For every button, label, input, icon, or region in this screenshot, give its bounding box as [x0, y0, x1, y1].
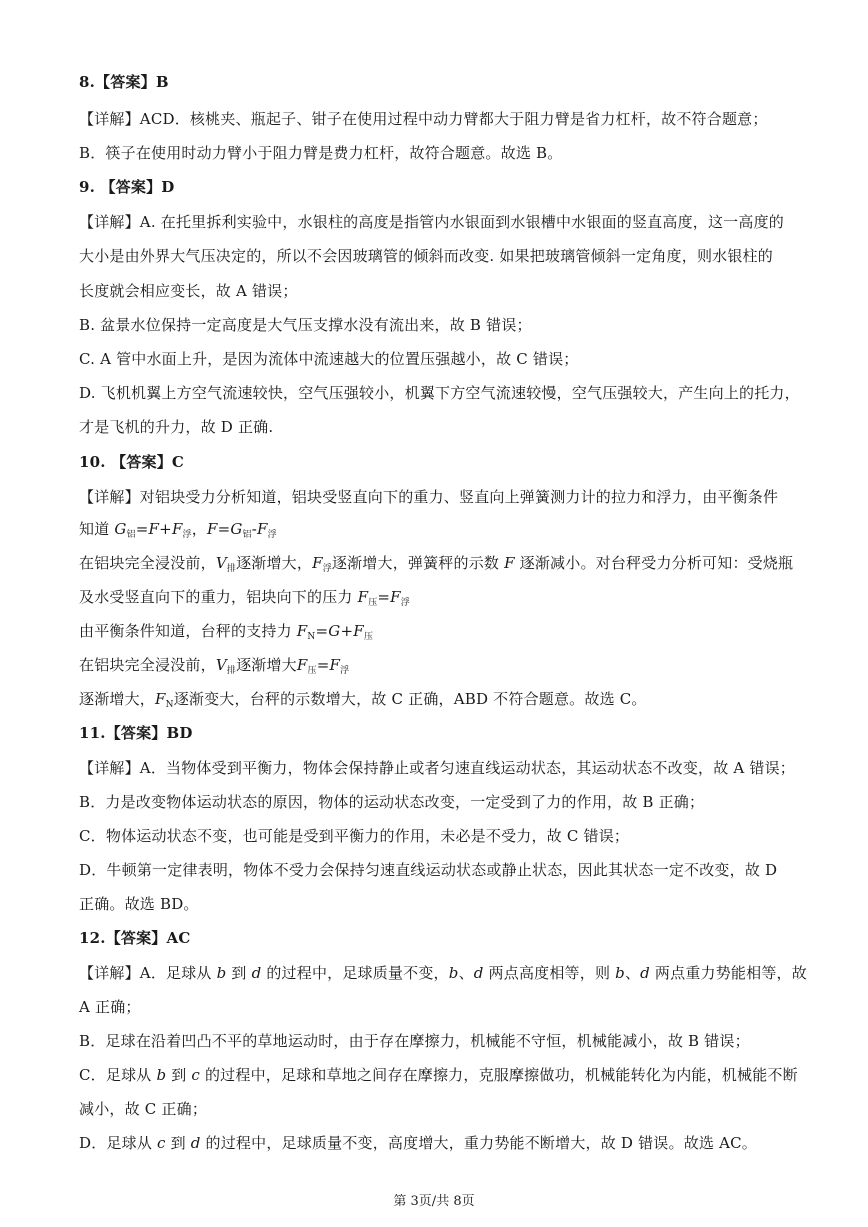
q11-line-4: D．牛顿第一定律表明，物体不受力会保持匀速直线运动状态或静止状态，因此其状态一定不改变，故 D — [79, 861, 778, 879]
q9-line-4: B. 盆景水位保持一定高度是大气压支撑水没有流出来，故 B 错误； — [79, 316, 532, 334]
q10-line-3: 在铝块完全浸没前，$V_排$逐渐增大，$F_浮$逐渐增大，弹簧秤的示数 F 逐渐减小。对台秤受力分析可知：受烧瓶 — [79, 554, 794, 574]
q10-line-7: 逐渐增大，$F_N$逐渐变大，台秤的示数增大，故 C 正确，ABD 不符合题意。故选 C。 — [79, 690, 647, 710]
q10-line-4: 及水受竖直向下的重力，铝块向下的压力 $F_压=F_浮$ — [79, 588, 410, 608]
page-footer: 第 3页/共 8页 — [393, 1194, 475, 1209]
q12-line-1: 【详解】A．足球从 b 到 d 的过程中，足球质量不变，b、d 两点高度相等，则 b、d 两点重力势能相等，故 — [79, 964, 807, 982]
q9-line-6: D. 飞机机翼上方空气流速较快，空气压强较小，机翼下方空气流速较慢，空气压强较大，产生向上的托力， — [79, 384, 800, 402]
q9-line-5: C. A 管中水面上升，是因为流体中流速越大的位置压强越小，故 C 错误； — [79, 350, 579, 368]
q11-line-2: B．力是改变物体运动状态的原因，物体的运动状态改变，一定受到了力的作用，故 B 正确； — [79, 793, 705, 811]
q11-line-5: 正确。故选 BD。 — [79, 895, 199, 913]
q9-heading: 9. 【答案】D — [79, 178, 175, 196]
q12-line-4: C．足球从 b 到 c 的过程中，足球和草地之间存在摩擦力，克服摩擦做功，机械能转化为内能，机械能不断 — [79, 1066, 798, 1084]
q12-heading: 12.【答案】AC — [79, 929, 191, 947]
q10-heading: 10. 【答案】C — [79, 453, 185, 471]
q12-line-5: 减小，故 C 正确； — [79, 1100, 208, 1118]
q8-line-2: B．筷子在使用时动力臂小于阻力臂是费力杠杆，故符合题意。故选 B。 — [79, 144, 563, 162]
q9-line-7: 才是飞机的升力，故 D 正确. — [79, 418, 274, 436]
q10-line-5: 由平衡条件知道，台秤的支持力 $F_N=G+F_压$ — [79, 622, 374, 642]
q9-line-3: 长度就会相应变长，故 A 错误； — [79, 282, 298, 300]
q9-line-2: 大小是由外界大气压决定的，所以不会因玻璃管的倾斜而改变. 如果把玻璃管倾斜一定角度，则水银柱的 — [79, 247, 773, 265]
q10-line-2: 知道 $G_铝=F+F_浮$，$F=G_铝-F_浮$ — [79, 520, 277, 540]
q8-heading: 8.【答案】B — [79, 73, 169, 91]
q8-line-1: 【详解】ACD．核桃夹、瓶起子、钳子在使用过程中动力臂都大于阻力臂是省力杠杆，故不符合题意； — [79, 110, 768, 128]
q9-line-1: 【详解】A. 在托里拆利实验中，水银柱的高度是指管内水银面到水银槽中水银面的竖直高度，这一高度的 — [79, 213, 784, 231]
q11-heading: 11.【答案】BD — [79, 724, 193, 742]
q11-line-1: 【详解】A．当物体受到平衡力，物体会保持静止或者匀速直线运动状态，其运动状态不改变，故 A 错误； — [79, 759, 796, 777]
q12-line-2: A 正确； — [79, 998, 141, 1016]
q10-line-6: 在铝块完全浸没前，$V_排$逐渐增大$F_压=F_浮$ — [79, 656, 350, 676]
q11-line-3: C．物体运动状态不变，也可能是受到平衡力的作用，未必是不受力，故 C 错误； — [79, 827, 630, 845]
q12-line-6: D．足球从 c 到 d 的过程中，足球质量不变，高度增大，重力势能不断增大，故 D 错误。故选 AC。 — [79, 1134, 757, 1152]
q12-line-3: B．足球在沿着凹凸不平的草地运动时，由于存在摩擦力，机械能不守恒，机械能减小，故 B 错误； — [79, 1032, 750, 1050]
q10-line-1: 【详解】对铝块受力分析知道，铝块受竖直向下的重力、竖直向上弹簧测力计的拉力和浮力，由平衡条件 — [79, 488, 779, 506]
